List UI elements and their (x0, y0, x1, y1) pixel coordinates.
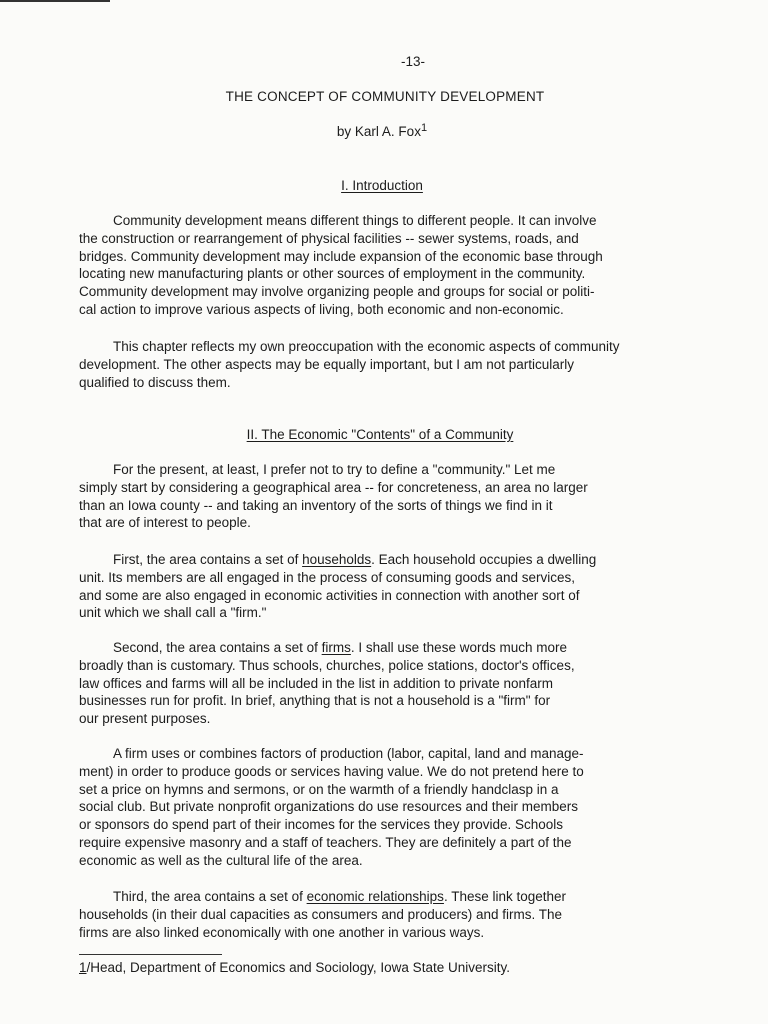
page-title: THE CONCEPT OF COMMUNITY DEVELOPMENT (225, 89, 545, 104)
paragraph-intro-2: This chapter reflects my own preoccupation with the economic aspects of community development. The other aspects may be equally important, but I am not particularly qualified to discuss them. (79, 339, 620, 390)
term-economic-relationships: economic relationships (306, 889, 444, 904)
author-byline (0, 122, 764, 139)
paragraph-community: For the present, at least, I prefer not to try to define a "community." Let me simply start by considering a geographical area -- for concreteness, an area no larger than an Iowa county -- and taking an inventory of the sorts of things we find in it that are of interest to people. (79, 462, 588, 531)
section-heading-economic-contents: II. The Economic "Contents" of a Community (246, 427, 514, 442)
term-households: households (302, 552, 372, 567)
footnote-text: /Head, Department of Economics and Sociology, Iowa State University. (86, 960, 510, 975)
footnote (79, 960, 510, 975)
term-firms: firms (321, 640, 351, 655)
paragraph-intro-1: Community development means different things to different people. It can involve the construction or rearrangement of physical facilities -- sewer systems, roads, and bridges. Community development may include expansion of the economic base through locating new manufacturing plants or other sources of employment in the community. Community development may involve organizing people and groups for social or politi- cal action to improve various aspects of living, both economic and non-economic. (79, 213, 603, 317)
top-edge-rule (0, 0, 110, 2)
section-heading-introduction: I. Introduction (341, 178, 423, 193)
page-number: -13- (400, 54, 425, 69)
paragraph-firms: Second, the area contains a set of firms. I shall use these words much more broadly than is customary. Thus schools, churches, police stations, doctor's offices, law offices and farms will all be included in the list in addition to private nonfarm businesses run for profit. In brief, anything that is not a household is a "firm" for our present purposes. (79, 640, 575, 727)
paragraph-economic-relationships: Third, the area contains a set of economic relationships. These link together households (in their dual capacities as consumers and producers) and firms. The firms are also linked economically with one another in various ways. (79, 889, 567, 940)
author-name: by Karl A. Fox (336, 124, 421, 139)
footnote-reference: 1 (420, 122, 428, 134)
paragraph-households: First, the area contains a set of households. Each household occupies a dwelling unit. Its members are all engaged in the process of consuming goods and services, and some are also engaged in economic activities in connection with another sort of unit which we shall call a "firm." (79, 552, 597, 621)
footnote-mark: 1 (79, 960, 87, 975)
footnote-divider (79, 954, 222, 955)
paragraph-factors-of-production: A firm uses or combines factors of production (labor, capital, land and manage- ment) in order to produce goods or services having value. We do not pretend here to set a price on hymns and sermons, or on the warmth of a friendly handclasp in a social club. But private nonprofit organizations do use resources and their members or sponsors do spend part of their incomes for the services they provide. Schools require expensive masonry and a staff of teachers. They are definitely a part of the economic as well as the cultural life of the area. (79, 746, 584, 868)
